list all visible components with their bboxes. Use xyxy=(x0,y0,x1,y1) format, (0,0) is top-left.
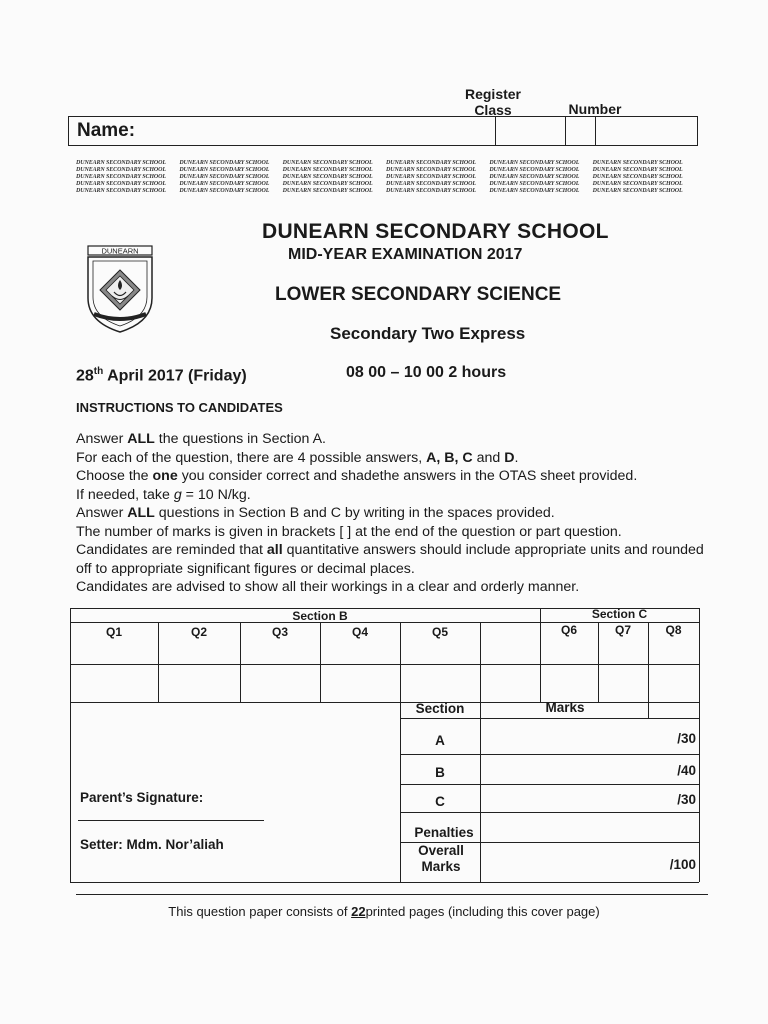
number-label: Number xyxy=(568,101,622,117)
section-a-total: /30 xyxy=(677,731,696,746)
school-name: DUNEARN SECONDARY SCHOOL xyxy=(262,220,609,243)
watermark-text: DUNEARN SECONDARY SCHOOL xyxy=(592,181,683,187)
q3-header: Q3 xyxy=(271,625,288,639)
name-field[interactable] xyxy=(68,116,698,146)
level-title: Secondary Two Express xyxy=(330,324,526,343)
watermark-text: DUNEARN SECONDARY SCHOOL xyxy=(386,167,476,173)
section-a-label: A xyxy=(435,733,445,748)
watermark-text: DUNEARN SECONDARY SCHOOL xyxy=(386,160,476,166)
school-crest-icon xyxy=(84,244,156,334)
instruction-line: For each of the question, there are 4 possible answers, A, B, C and D. xyxy=(76,449,519,466)
instructions-title: INSTRUCTIONS TO CANDIDATES xyxy=(76,400,283,415)
watermark-text: DUNEARN SECONDARY SCHOOL xyxy=(179,167,270,173)
watermark-text: DUNEARN SECONDARY SCHOOL xyxy=(282,174,373,180)
instruction-line: Choose the one you consider correct and shadethe answers in the OTAS sheet provided. xyxy=(76,468,638,484)
exam-title: MID-YEAR EXAMINATION 2017 xyxy=(288,246,523,263)
watermark-text: DUNEARN SECONDARY SCHOOL xyxy=(386,181,476,187)
class-box-divider xyxy=(565,117,566,145)
setter-label: Setter: Mdm. Nor’aliah xyxy=(80,837,224,852)
subject-title: LOWER SECONDARY SCIENCE xyxy=(275,284,562,305)
exam-date: 28th April 2017 (Friday) xyxy=(76,366,247,385)
watermark-text: DUNEARN SECONDARY SCHOOL xyxy=(282,167,373,173)
instruction-line: Candidates are advised to show all their workings in a clear and orderly manner. xyxy=(76,579,580,595)
summary-section-header: Section xyxy=(415,701,465,716)
overall-label-1: Overall xyxy=(418,843,464,858)
parent-signature-label: Parent’s Signature: xyxy=(80,790,204,805)
watermark-text: DUNEARN SECONDARY SCHOOL xyxy=(592,174,683,180)
watermark-text: DUNEARN SECONDARY SCHOOL xyxy=(489,181,580,187)
watermark-text: DUNEARN SECONDARY SCHOOL xyxy=(489,167,580,173)
section-b-label: B xyxy=(435,765,445,780)
watermark-text: DUNEARN SECONDARY SCHOOL xyxy=(592,160,683,166)
watermark-text: DUNEARN SECONDARY SCHOOL xyxy=(282,160,373,166)
q4-header: Q4 xyxy=(351,625,368,639)
watermark-text: DUNEARN SECONDARY SCHOOL xyxy=(386,174,476,180)
watermark-text: DUNEARN SECONDARY SCHOOL xyxy=(489,174,580,180)
watermark-text: DUNEARN SECONDARY SCHOOL xyxy=(76,160,166,166)
watermark-text: DUNEARN SECONDARY SCHOOL xyxy=(179,181,270,187)
penalties-label: Penalties xyxy=(414,825,474,840)
instruction-line: If needed, take g = 10 N/kg. xyxy=(76,486,251,503)
q1-header: Q1 xyxy=(105,625,122,639)
section-c-header: Section C xyxy=(591,607,648,621)
q2-header: Q2 xyxy=(190,625,207,639)
watermark-text: DUNEARN SECONDARY SCHOOL xyxy=(489,188,580,194)
name-divider xyxy=(495,117,496,145)
section-b-total: /40 xyxy=(677,763,696,778)
name-label: Name: xyxy=(77,120,136,141)
watermark-text: DUNEARN SECONDARY SCHOOL xyxy=(179,160,270,166)
watermark-text: DUNEARN SECONDARY SCHOOL xyxy=(386,188,476,194)
register-label: Register xyxy=(464,86,522,102)
watermark-text: DUNEARN SECONDARY SCHOOL xyxy=(489,160,580,166)
watermark-text: DUNEARN SECONDARY SCHOOL xyxy=(179,174,270,180)
q5-header: Q5 xyxy=(431,625,448,639)
instruction-line: Answer ALL questions in Section B and C by writing in the spaces provided. xyxy=(76,505,555,521)
overall-total: /100 xyxy=(669,857,696,872)
instructions-body xyxy=(76,430,716,597)
watermark-text: DUNEARN SECONDARY SCHOOL xyxy=(282,188,373,194)
watermark-text: DUNEARN SECONDARY SCHOOL xyxy=(592,188,683,194)
watermark-text: DUNEARN SECONDARY SCHOOL xyxy=(179,188,270,194)
watermark-text: DUNEARN SECONDARY SCHOOL xyxy=(592,167,683,173)
watermark-text: DUNEARN SECONDARY SCHOOL xyxy=(76,167,166,173)
section-c-label: C xyxy=(435,794,445,809)
number-box-divider xyxy=(595,117,596,145)
watermark-text: DUNEARN SECONDARY SCHOOL xyxy=(282,181,373,187)
class-label: Class xyxy=(474,102,512,118)
watermark-band xyxy=(76,160,692,195)
watermark-text: DUNEARN SECONDARY SCHOOL xyxy=(76,188,166,194)
section-c-total: /30 xyxy=(677,792,696,807)
instruction-line: The number of marks is given in brackets [ ] at the end of the question or part question. xyxy=(76,523,622,540)
overall-label-2: Marks xyxy=(421,859,461,874)
footer-note: This question paper consists of 22printed pages (including this cover page) xyxy=(168,904,600,919)
footer-divider xyxy=(76,894,708,895)
watermark-text: DUNEARN SECONDARY SCHOOL xyxy=(76,174,166,180)
instruction-line: Candidates are reminded that all quantitative answers should include appropriate units and rounded off to appropriate significant figures or decimal places. xyxy=(76,542,704,577)
crest-text: DUNEARN xyxy=(101,246,139,256)
watermark-text: DUNEARN SECONDARY SCHOOL xyxy=(76,181,166,187)
q6-header: Q6 xyxy=(560,623,577,637)
q7-header: Q7 xyxy=(614,623,631,637)
section-b-header: Section B xyxy=(292,609,348,623)
instruction-line: Answer ALL the questions in Section A. xyxy=(76,431,326,447)
summary-marks-header: Marks xyxy=(545,700,585,715)
q8-header: Q8 xyxy=(665,623,682,637)
exam-time: 08 00 – 10 00 2 hours xyxy=(346,364,507,381)
